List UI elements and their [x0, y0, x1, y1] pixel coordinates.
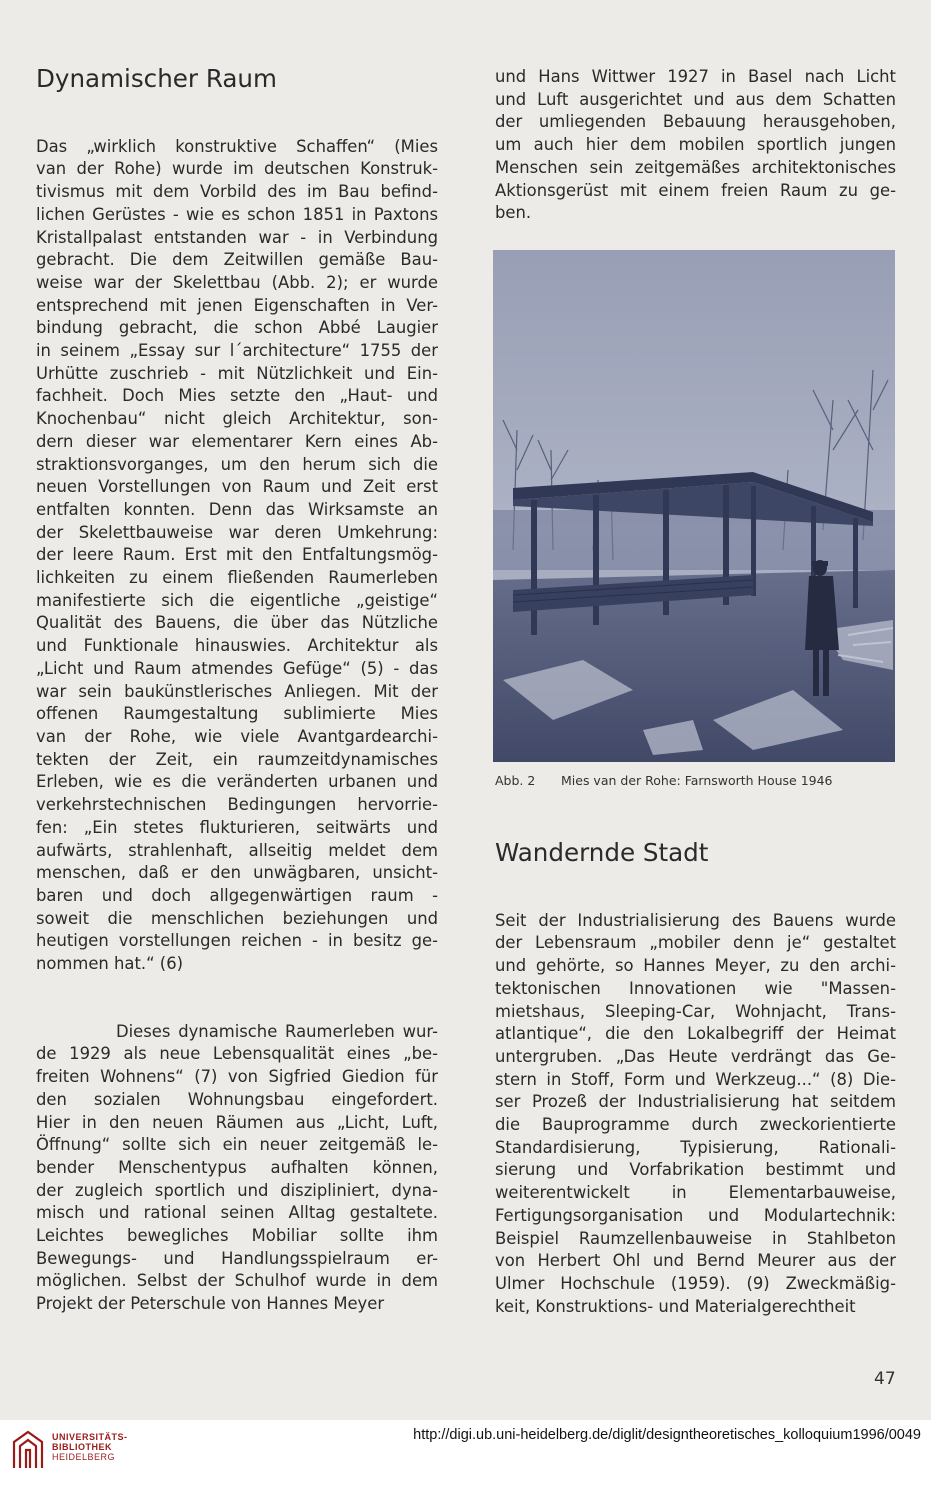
section-heading-dynamischer-raum: Dynamischer Raum: [36, 64, 277, 93]
text-line: lichkeiten zu einem fließenden Raumerleben: [36, 568, 438, 588]
text-line: der zugleich sportlich und diszipliniert, dyna-: [36, 1180, 438, 1200]
text-line: Dieses dynamische Raumerleben wur-: [116, 1021, 438, 1041]
text-line: straktionsvorganges, um den herum sich die: [36, 454, 438, 474]
text-line: bindung gebracht, die schon Abbé Laugier: [36, 318, 438, 338]
text-line: ser Prozeß der Industrialisierung hat seitdem: [495, 1092, 896, 1112]
text-line: Menschen sein zeitgemäßes architektonisches: [495, 157, 896, 177]
text-line: freiten Wohnens“ (7) von Sigfried Giedion für: [36, 1067, 438, 1087]
right-column: [495, 66, 896, 225]
text-line: Aktionsgerüst mit einem freien Raum zu ge-: [495, 180, 896, 200]
text-line: van der Rohe, wie viele Avantgardearchi-: [36, 726, 438, 746]
text-line: Das „wirklich konstruktive Schaffen“ (Mies: [36, 136, 438, 156]
text-line: ben.: [495, 203, 532, 223]
text-line: Projekt der Peterschule von Hannes Meyer: [36, 1294, 385, 1314]
text-line: van der Rohe) wurde im deutschen Konstruk-: [36, 159, 438, 179]
institution-line: HEIDELBERG: [52, 1452, 116, 1462]
text-line: Öffnung“ sollte sich ein neuer zeitgemäß le-: [36, 1135, 438, 1155]
text-line: tektonischen Innovationen wie "Massen-: [495, 978, 896, 998]
farnsworth-house-photo: [493, 250, 895, 762]
text-line: stern in Stoff, Form und Werkzeug...“ (8) Die-: [495, 1069, 896, 1089]
text-line: menschen, daß er den unwägbaren, unsicht-: [36, 863, 438, 883]
page-number: 47: [874, 1369, 896, 1389]
text-line: mietshaus, Sleeping-Car, Wohnjacht, Trans-: [495, 1001, 896, 1021]
text-line: lichen Gerüstes - wie es schon 1851 in Paxtons: [36, 204, 438, 224]
figure-caption-text: Mies van der Rohe: Farnsworth House 1946: [561, 773, 833, 788]
text-line: Standardisierung, Typisierung, Rationali-: [495, 1137, 896, 1157]
text-line: die Bauprogramme durch zweckorientierte: [495, 1115, 896, 1135]
text-line: entsprechend mit jenen Eigenschaften in Ver-: [36, 295, 438, 315]
text-line: sierung und Vorfabrikation bestimmt und: [495, 1160, 896, 1180]
text-line: Beispiel Raumzellenbauweise in Stahlbeton: [495, 1228, 896, 1248]
text-line: Erleben, wie es die veränderten urbanen und: [36, 772, 438, 792]
text-line: entfalten konnten. Denn das Wirksamste an: [36, 499, 438, 519]
text-line: „Licht und Raum atmendes Gefüge“ (5) - das: [36, 658, 438, 678]
text-line: Seit der Industrialisierung des Bauens wurde: [495, 910, 896, 930]
text-line: der Skelettbauweise war deren Umkehrung:: [36, 522, 438, 542]
text-line: und Funktionale hinauswies. Architektur als: [36, 636, 438, 656]
text-line: offenen Raumgestaltung sublimierte Mies: [36, 704, 438, 724]
text-line: fachheit. Doch Mies setzte den „Haut- und: [36, 386, 438, 406]
text-line: der Lebensraum „mobiler denn je“ gestaltet: [495, 933, 896, 953]
figure-photo-farnsworth-house: [493, 250, 895, 762]
text-line: tekten der Zeit, ein raumzeitdynamisches: [36, 749, 438, 769]
text-line: heutigen vorstellungen reichen - in besitz ge-: [36, 931, 438, 951]
text-line: Hier in den neuen Räumen aus „Licht, Luft,: [36, 1112, 438, 1132]
institution-line: UNIVERSITÄTS-: [52, 1432, 128, 1442]
section-heading-wandernde-stadt: Wandernde Stadt: [495, 838, 709, 867]
library-logo-icon: [10, 1428, 46, 1472]
text-line: weiterentwickelt in Elementarbauweise,: [495, 1183, 896, 1203]
text-line: aufwärts, strahlenhaft, allseitig meldet dem: [36, 840, 438, 860]
text-line: war sein baukünstlerisches Anliegen. Mit der: [36, 681, 438, 701]
paragraph: [36, 136, 438, 976]
text-line: baren und doch allgegenwärtigen raum -: [36, 885, 438, 905]
text-line: nommen hat.“ (6): [36, 954, 184, 974]
text-line: soweit die menschlichen beziehungen und: [36, 908, 438, 928]
text-line: misch und rational seinen Alltag gestaltete.: [36, 1203, 438, 1223]
text-line: verkehrstechnischen Bedingungen hervorrie-: [36, 795, 438, 815]
institution-name: [52, 1432, 128, 1462]
text-line: Fertigungsorganisation und Modulartechnik:: [495, 1205, 896, 1225]
figure-label: Abb. 2: [495, 773, 536, 788]
paragraph: [495, 66, 896, 225]
text-line: tivismus mit dem Vorbild des im Bau befind-: [36, 182, 438, 202]
text-line: der umliegenden Bebauung herausgehoben,: [495, 112, 896, 132]
text-line: Urhütte zuschrieb - mit Nützlichkeit und Ein-: [36, 363, 438, 383]
figure-caption: [495, 773, 833, 788]
source-url-link[interactable]: http://digi.ub.uni-heidelberg.de/diglit/designtheoretisches_kolloquium1996/0049: [413, 1427, 921, 1443]
text-line: der leere Raum. Erst mit den Entfaltungsmög-: [36, 545, 438, 565]
text-line: bender Menschentypus aufhalten können,: [36, 1157, 438, 1177]
text-line: weise war der Skelettbau (Abb. 2); er wurde: [36, 272, 438, 292]
institution-line: BIBLIOTHEK: [52, 1442, 112, 1452]
text-line: von Herbert Ohl und Bernd Meurer aus der: [495, 1251, 896, 1271]
text-line: in seinem „Essay sur l´architecture“ 1755 der: [36, 341, 438, 361]
text-line: keit, Konstruktions- und Materialgerechtheit: [495, 1296, 856, 1316]
paragraph: [36, 1021, 438, 1316]
left-column: [36, 64, 438, 1316]
text-line: de 1929 als neue Lebensqualität eines „be-: [36, 1044, 438, 1064]
text-line: Qualität des Bauens, die über das Nützliche: [36, 613, 438, 633]
paragraph: [495, 910, 896, 1319]
text-line: Knochenbau“ nicht gleich Architektur, son-: [36, 409, 438, 429]
text-line: Leichtes bewegliches Mobiliar sollte ihm: [36, 1226, 438, 1246]
text-line: manifestierte sich die eigentliche „geistige“: [36, 590, 438, 610]
text-line: um auch hier dem mobilen sportlich jungen: [495, 135, 896, 155]
text-line: gebracht. Die dem Zeitwillen gemäße Bau-: [36, 250, 438, 270]
text-line: möglichen. Selbst der Schulhof wurde in dem: [36, 1271, 438, 1291]
text-line: und gehörte, so Hannes Meyer, zu den archi-: [495, 956, 896, 976]
text-line: und Luft ausgerichtet und aus dem Schatten: [495, 89, 896, 109]
text-line: Kristallpalast entstanden war - in Verbindung: [36, 227, 438, 247]
text-line: fen: „Ein stetes flukturieren, seitwärts und: [36, 817, 438, 837]
text-line: dern dieser war elementarer Kern eines Ab-: [36, 431, 438, 451]
text-line: Bewegungs- und Handlungsspielraum er-: [36, 1248, 438, 1268]
text-line: untergruben. „Das Heute verdrängt das Ge-: [495, 1046, 896, 1066]
text-line: den sozialen Wohnungsbau eingefordert.: [36, 1089, 438, 1109]
text-line: neuen Vorstellungen von Raum und Zeit erst: [36, 477, 438, 497]
text-line: atlantique“, die den Lokalbegriff der Heimat: [495, 1024, 896, 1044]
right-column-lower: [495, 838, 896, 1318]
text-line: Ulmer Hochschule (1959). (9) Zweckmäßig-: [495, 1273, 896, 1293]
text-line: und Hans Wittwer 1927 in Basel nach Licht: [495, 67, 896, 86]
